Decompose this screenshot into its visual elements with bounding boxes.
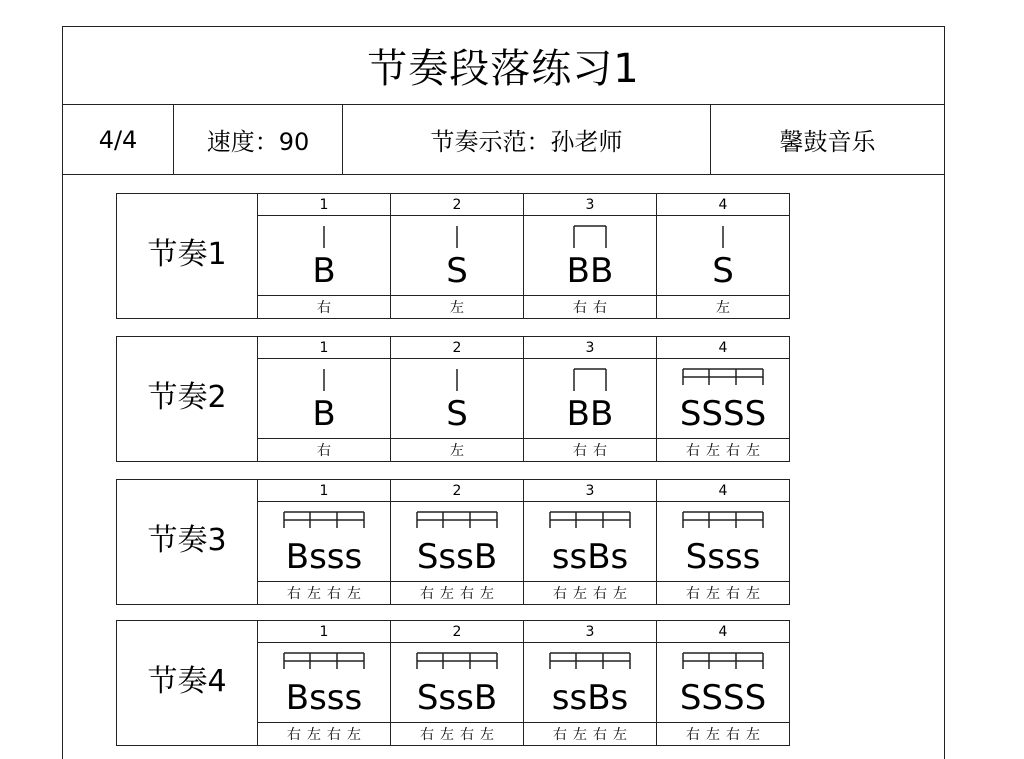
beat-sticking: 右左右左 xyxy=(686,586,766,602)
rhythm-label: 节奏2 xyxy=(117,337,258,461)
rhythm-label: 节奏3 xyxy=(117,480,258,604)
stem-beam-icon xyxy=(572,222,608,252)
beat-cell xyxy=(657,480,789,604)
beat-number: 3 xyxy=(524,337,656,359)
beat-cell xyxy=(524,337,657,461)
beat-cell xyxy=(258,480,391,604)
beat-notes: B xyxy=(312,394,336,434)
beat-notation xyxy=(524,643,656,723)
beat-notes: S xyxy=(446,394,468,434)
beat-cell xyxy=(391,480,524,604)
beat-grid xyxy=(258,621,789,745)
title-row xyxy=(63,27,944,105)
beat-sticking: 右右 xyxy=(573,443,613,459)
beat-notation xyxy=(258,643,390,723)
beat-number: 2 xyxy=(391,480,523,502)
beat-grid xyxy=(258,194,789,318)
beat-number: 4 xyxy=(657,621,789,643)
beat-number: 2 xyxy=(391,194,523,216)
beat-notation xyxy=(258,359,390,439)
beat-notation xyxy=(657,216,789,296)
beat-grid xyxy=(258,480,789,604)
beat-notes: S xyxy=(712,251,734,291)
demo-teacher: 节奏示范：孙老师 xyxy=(343,105,711,174)
rhythm-label: 节奏4 xyxy=(117,621,258,745)
beat-cell xyxy=(258,621,391,745)
time-signature: 4/4 xyxy=(63,105,174,174)
beat-cell xyxy=(391,194,524,318)
stem-beam-icon xyxy=(681,508,765,532)
stem-beam-icon xyxy=(321,222,327,252)
beat-number: 1 xyxy=(258,621,390,643)
beat-sticking: 右左右左 xyxy=(287,586,367,602)
beat-cell xyxy=(524,480,657,604)
stem-beam-icon xyxy=(282,649,366,673)
rhythm-block xyxy=(116,193,790,319)
beat-number: 3 xyxy=(524,621,656,643)
beat-number: 4 xyxy=(657,337,789,359)
beat-notation xyxy=(657,359,789,439)
rhythm-block xyxy=(116,620,790,746)
beat-sticking: 左 xyxy=(450,443,470,459)
beat-notes: B xyxy=(312,251,336,291)
beat-cell xyxy=(524,194,657,318)
beat-sticking: 右左右左 xyxy=(420,727,500,743)
beat-number: 4 xyxy=(657,194,789,216)
stem-beam-icon xyxy=(321,365,327,395)
beat-notes: ssBs xyxy=(551,537,629,577)
beat-notation xyxy=(391,502,523,582)
beat-number: 2 xyxy=(391,337,523,359)
beat-cell xyxy=(657,621,789,745)
beat-number: 4 xyxy=(657,480,789,502)
info-row xyxy=(63,105,944,175)
stem-beam-icon xyxy=(548,508,632,532)
beat-notes: SSSS xyxy=(679,678,767,718)
beat-notation xyxy=(524,502,656,582)
beat-notation xyxy=(524,359,656,439)
beat-cell xyxy=(524,621,657,745)
stem-beam-icon xyxy=(415,649,499,673)
beat-cell xyxy=(657,337,789,461)
beat-sticking: 右左右左 xyxy=(686,443,766,459)
beat-sticking: 右 xyxy=(317,443,337,459)
beat-notes: SssB xyxy=(416,678,498,718)
beat-notation xyxy=(657,502,789,582)
beat-grid xyxy=(258,337,789,461)
beat-sticking: 右左右左 xyxy=(553,727,633,743)
stem-beam-icon xyxy=(548,649,632,673)
beat-notes: SssB xyxy=(416,537,498,577)
stem-beam-icon xyxy=(681,649,765,673)
beat-number: 1 xyxy=(258,194,390,216)
beat-sticking: 右左右左 xyxy=(686,727,766,743)
beat-number: 3 xyxy=(524,480,656,502)
beat-notes: BB xyxy=(566,394,614,434)
beat-notes: Bsss xyxy=(285,678,363,718)
beat-cell xyxy=(391,337,524,461)
beat-notation xyxy=(258,216,390,296)
beat-notation xyxy=(391,643,523,723)
stem-beam-icon xyxy=(415,508,499,532)
beat-sticking: 右左右左 xyxy=(420,586,500,602)
beat-notes: Ssss xyxy=(685,537,761,577)
beat-sticking: 左 xyxy=(716,300,736,316)
beat-cell xyxy=(258,337,391,461)
stem-beam-icon xyxy=(454,365,460,395)
beat-sticking: 右左右左 xyxy=(287,727,367,743)
beat-notation xyxy=(524,216,656,296)
page-title: 节奏段落练习1 xyxy=(367,46,640,92)
rhythm-block xyxy=(116,336,790,462)
beat-cell xyxy=(258,194,391,318)
stem-beam-icon xyxy=(282,508,366,532)
beat-notes: S xyxy=(446,251,468,291)
beat-number: 2 xyxy=(391,621,523,643)
tempo: 速度：90 xyxy=(174,105,343,174)
beat-sticking: 右左右左 xyxy=(553,586,633,602)
beat-number: 1 xyxy=(258,480,390,502)
rhythm-block xyxy=(116,479,790,605)
stem-beam-icon xyxy=(572,365,608,395)
beat-number: 3 xyxy=(524,194,656,216)
beat-sticking: 右右 xyxy=(573,300,613,316)
beat-sticking: 左 xyxy=(450,300,470,316)
brand-name: 馨鼓音乐 xyxy=(779,128,876,156)
beat-number: 1 xyxy=(258,337,390,359)
beat-sticking: 右 xyxy=(317,300,337,316)
beat-notes: ssBs xyxy=(551,678,629,718)
beat-notes: SSSS xyxy=(679,394,767,434)
beat-notation xyxy=(657,643,789,723)
beat-notes: Bsss xyxy=(285,537,363,577)
stem-beam-icon xyxy=(681,365,765,389)
beat-cell xyxy=(657,194,789,318)
stem-beam-icon xyxy=(454,222,460,252)
stem-beam-icon xyxy=(720,222,726,252)
beat-notation xyxy=(391,216,523,296)
beat-cell xyxy=(391,621,524,745)
beat-notes: BB xyxy=(566,251,614,291)
beat-notation xyxy=(258,502,390,582)
rhythm-label: 节奏1 xyxy=(117,194,258,318)
beat-notation xyxy=(391,359,523,439)
